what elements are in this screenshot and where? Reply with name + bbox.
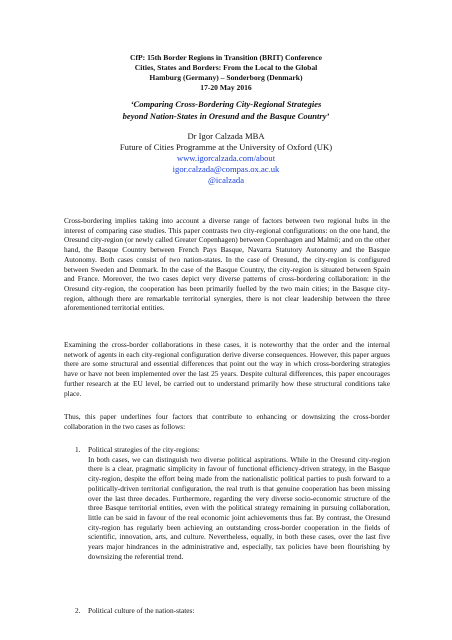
paragraph-text: Thus, this paper underlines four factors that contribute to enhancing or downsizing the cross-border collaboration in the two cases as follows: [64,412,390,431]
list-number: 1. [75,445,81,454]
paper-title [0,99,452,122]
conference-info [0,53,452,93]
conference-dates: 17-20 May 2016 [200,83,252,92]
author-name: Dr Igor Calzada MBA [187,131,265,141]
website-link[interactable]: www.igorcalzada.com/about [176,153,276,163]
list-item-title: Political strategies of the city-regions: [88,445,200,454]
list-item [75,445,390,561]
body-paragraph-3 [64,412,390,431]
email-link[interactable]: igor.calzada@compas.ox.ac.uk [172,164,280,174]
list-item-title: Political culture of the nation-states: [88,606,195,615]
twitter-handle-link[interactable]: @icalzada [207,175,245,185]
list-number: 2. [75,606,81,615]
document-header [0,53,452,186]
paper-title-line: beyond Nation-States in Oresund and the Basque Country’ [122,110,330,121]
list-item [75,606,390,616]
body-paragraph-2 [64,340,390,398]
conference-line: CfP: 15th Border Regions in Transition (BRIT) Conference [129,53,323,62]
paragraph-text: Cross-bordering implies taking into account a diverse range of factors between two regional hubs in the interest of comparing case studies. This paper contrasts two city-regional configurations: on the one hand, the Oresund city-region (or newly called Greater Copenhagen) between Copenhagen and Malmö; and on the other hand, the Basque Country between French Pays Basque, Navarra Statutory Autonomy and the Basque Autonomy. Both cases consist of two nation-states. In the case of Oresund, the city-region is configured between Sweden and Denmark. In the case of the Basque Country, the city-region is situated between Spain and France. Moreover, the two cases depict very diverse patterns of cross-bordering collaboration: in the Oresund city-region, the cooperation has been primarily fuelled by the two main cities; in the Basque city-region, although there are remarkable territorial synergies, there is not clear leadership between the three aforementioned territorial entities. [64,216,390,313]
list-item-text: In both cases, we can distinguish two diverse political aspirations. While in the Oresund city-region there is a clear, pragmatic simplicity in favour of functional efficiency-driven strategy, in the Basque city-region, despite the effort being made from the nationalistic political parties to push forward to a politically-driven territorial configuration, the real truth is that genuine cooperation has been missing over the last three decades. Furthermore, regarding the very diverse socio-economic structure of the three Basque territorial entities, even with the political strategy remaining in pursuing collaboration, little can be said in favour of the real economic joint achievements thus far. By contrast, the Oresund city-region has regularly been achieving an outstanding cross-border cooperation in the fields of scientific, innovation, arts, and culture. Nevertheless, equally, in both these cases, over the last five years major hindrances in the administrative and, especially, tax policies have been flourishing by downsizing the referential trend. [88,454,390,561]
author-block [0,131,452,186]
conference-line: Hamburg (Germany) – Sonderborg (Denmark) [149,73,303,82]
factor-list-item-2 [75,606,390,616]
body-paragraph-1 [64,216,390,313]
author-affiliation: Future of Cities Programme at the University of Oxford (UK) [119,142,333,152]
conference-line: Cities, States and Borders: From the Local to the Global [134,63,318,72]
paragraph-text: Examining the cross-border collaborations in these cases, it is noteworthy that the order and the internal network of agents in each city-regional configuration derive diverse consequences. However, this paper argues there are some structural and essential differences that point out the way in which cross-bordering strategies have or have not been implemented over the last 25 years. Despite cultural differences, this paper encourages further research at the EU level, be carried out to understand primarily how these structural conditions take place. [64,340,390,398]
paper-title-line: ‘Comparing Cross-Bordering City-Regional Strategies [130,99,322,109]
factor-list-item-1 [75,445,390,561]
